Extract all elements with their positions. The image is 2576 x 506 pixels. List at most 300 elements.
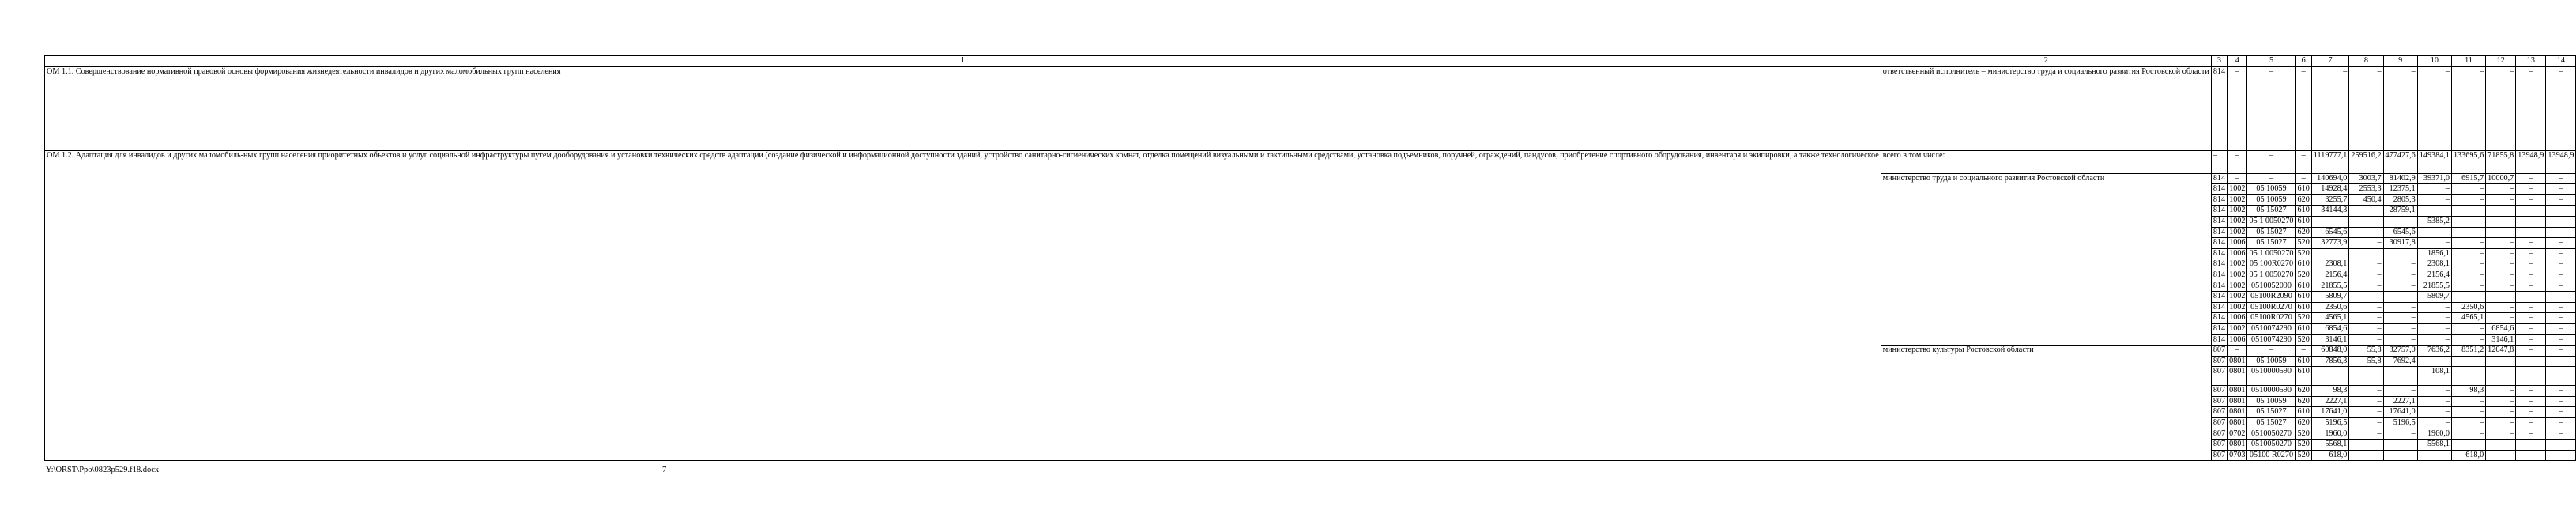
table-cell: – (2349, 66, 2383, 150)
table-cell: – (2451, 429, 2485, 440)
table-cell: 2350,6 (2311, 302, 2349, 313)
table-cell: – (2451, 407, 2485, 418)
table-cell: 21855,5 (2311, 281, 2349, 292)
table-cell: – (2247, 150, 2295, 173)
table-cell: 814 (2211, 313, 2227, 324)
table-cell: 0801 (2228, 440, 2247, 451)
table-cell: 1002 (2228, 270, 2247, 281)
table-cell: 6854,6 (2486, 323, 2516, 334)
table-cell: 6915,7 (2451, 173, 2485, 184)
table-cell: – (2349, 206, 2383, 217)
table-cell: – (2486, 418, 2516, 429)
table-cell: 814 (2211, 173, 2227, 184)
table-cell: – (2546, 450, 2576, 461)
table-cell: – (2546, 216, 2576, 227)
table-cell: 05 1 0050270 (2247, 216, 2295, 227)
table-cell: – (2516, 194, 2546, 206)
table-cell: – (2486, 259, 2516, 270)
table-cell: 17641,0 (2311, 407, 2349, 418)
table-cell: – (2349, 386, 2383, 397)
table-cell: – (2383, 386, 2417, 397)
table-cell: – (2417, 313, 2451, 324)
ministry-culture-cell: министерство культуры Ростовской области (1881, 346, 2211, 461)
table-cell: 55,8 (2349, 346, 2383, 357)
table-cell: 610 (2295, 292, 2311, 303)
table-cell: 5385,2 (2417, 216, 2451, 227)
table-cell: – (2546, 248, 2576, 259)
table-cell: – (2417, 407, 2451, 418)
table-cell: – (2295, 346, 2311, 357)
table-cell: 0510050270 (2247, 440, 2295, 451)
table-cell: – (2451, 227, 2485, 238)
table-cell: 520 (2295, 334, 2311, 346)
table-cell: 814 (2211, 292, 2227, 303)
budget-table (44, 55, 2576, 461)
table-cell: – (2486, 356, 2516, 367)
table-cell: – (2383, 450, 2417, 461)
table-cell: – (2516, 440, 2546, 451)
table-cell: – (2383, 270, 2417, 281)
table-cell: – (2349, 334, 2383, 346)
table-cell: – (2295, 173, 2311, 184)
table-cell: – (2486, 238, 2516, 249)
table-cell: 814 (2211, 334, 2227, 346)
table-cell: 98,3 (2311, 386, 2349, 397)
table-cell: – (2486, 396, 2516, 407)
table-cell: – (2486, 429, 2516, 440)
table-cell: 4565,1 (2311, 313, 2349, 324)
table-cell: 05 15027 (2247, 238, 2295, 249)
total-row (45, 150, 2576, 173)
table-cell: – (2383, 313, 2417, 324)
table-cell: – (2516, 270, 2546, 281)
table-cell: – (2486, 248, 2516, 259)
table-cell: 05100R2090 (2247, 292, 2295, 303)
table-cell: – (2546, 206, 2576, 217)
table-cell: – (2417, 194, 2451, 206)
table-cell: – (2486, 440, 2516, 451)
table-cell: – (2383, 334, 2417, 346)
table-cell: 610 (2295, 302, 2311, 313)
table-cell: – (2451, 292, 2485, 303)
table-cell: 71855,8 (2486, 150, 2516, 173)
om12-name-cell: ОМ 1.2. Адаптация для инвалидов и других маломобиль-ных групп населения приоритетных объектов и услуг социальной инфраструктуры путем дооборудования и установки технических средств адаптации (создание физической и информационной доступности зданий, устройство санитарно-гигиенических комнат, отделка помещений визуальными и тактильными средствами, установка подъемников, поручней, ограждений, пандусов, приобретение спортивного оборудования, инвентаря и экипировки, а также технологическое (45, 150, 1881, 461)
table-cell: – (2349, 292, 2383, 303)
table-cell: – (2451, 184, 2485, 195)
table-cell: – (2417, 227, 2451, 238)
table-cell: 520 (2295, 313, 2311, 324)
table-cell: – (2349, 227, 2383, 238)
table-cell: 2308,1 (2311, 259, 2349, 270)
table-cell: – (2546, 302, 2576, 313)
table-cell: – (2546, 334, 2576, 346)
table-cell: 05 10059 (2247, 396, 2295, 407)
table-cell: – (2546, 238, 2576, 249)
table-cell: – (2486, 302, 2516, 313)
table-cell: – (2383, 440, 2417, 451)
table-cell: 5568,1 (2417, 440, 2451, 451)
table-cell: 0702 (2228, 429, 2247, 440)
table-cell: 814 (2211, 248, 2227, 259)
table-cell: – (2451, 194, 2485, 206)
table-cell: – (2516, 216, 2546, 227)
table-cell: – (2295, 66, 2311, 150)
table-cell: – (2451, 323, 2485, 334)
table-cell: 814 (2211, 194, 2227, 206)
table-cell: 21855,5 (2417, 281, 2451, 292)
table-cell: 1002 (2228, 227, 2247, 238)
table-cell: 05 15027 (2247, 407, 2295, 418)
table-cell: 0801 (2228, 356, 2247, 367)
table-cell: 10000,7 (2486, 173, 2516, 184)
header-cell: 4 (2228, 56, 2247, 67)
table-cell: 05 100R0270 (2247, 259, 2295, 270)
table-cell: – (2451, 396, 2485, 407)
table-cell (2516, 367, 2546, 386)
table-cell: – (2451, 216, 2485, 227)
table-cell: 1856,1 (2417, 248, 2451, 259)
table-cell: 520 (2295, 450, 2311, 461)
table-cell (2311, 216, 2349, 227)
table-cell: 618,0 (2311, 450, 2349, 461)
table-cell: 2553,3 (2349, 184, 2383, 195)
table-cell: – (2417, 396, 2451, 407)
table-cell (2486, 367, 2516, 386)
table-cell (2311, 367, 2349, 386)
table-cell: – (2349, 302, 2383, 313)
table-cell: 6545,6 (2311, 227, 2349, 238)
table-cell: 520 (2295, 440, 2311, 451)
table-cell (2383, 367, 2417, 386)
table-cell: 17641,0 (2383, 407, 2417, 418)
header-cell: 2 (1881, 56, 2211, 67)
table-cell: – (2486, 206, 2516, 217)
table-cell: 620 (2295, 227, 2311, 238)
table-cell: – (2451, 66, 2485, 150)
table-cell: – (2451, 440, 2485, 451)
table-cell: 05100R0270 (2247, 313, 2295, 324)
header-cell: 3 (2211, 56, 2227, 67)
table-cell: – (2417, 66, 2451, 150)
table-cell: 1002 (2228, 184, 2247, 195)
table-cell: – (2349, 323, 2383, 334)
table-cell: 140694,0 (2311, 173, 2349, 184)
table-cell: 610 (2295, 259, 2311, 270)
table-cell: 2805,3 (2383, 194, 2417, 206)
table-cell: 05 10059 (2247, 184, 2295, 195)
table-cell: 2308,1 (2417, 259, 2451, 270)
table-cell: 520 (2295, 429, 2311, 440)
table-cell: 05 10059 (2247, 356, 2295, 367)
table-cell: 0510050270 (2247, 429, 2295, 440)
table-body (45, 56, 2576, 461)
table-cell: – (2451, 418, 2485, 429)
table-cell: 1960,0 (2417, 429, 2451, 440)
table-cell: 81402,9 (2383, 173, 2417, 184)
table-cell: 3255,7 (2311, 194, 2349, 206)
table-cell: – (2451, 206, 2485, 217)
table-cell: – (2383, 66, 2417, 150)
table-cell: 0801 (2228, 367, 2247, 386)
table-cell: 7636,2 (2417, 346, 2451, 357)
table-cell: – (2546, 259, 2576, 270)
table-cell: 2350,6 (2451, 302, 2485, 313)
table-cell: – (2451, 238, 2485, 249)
table-cell: – (2383, 259, 2417, 270)
table-cell: 5568,1 (2311, 440, 2349, 451)
table-cell: 0801 (2228, 386, 2247, 397)
table-cell: – (2516, 302, 2546, 313)
table-cell: 477427,6 (2383, 150, 2417, 173)
header-cell: 6 (2295, 56, 2311, 67)
table-cell: 4565,1 (2451, 313, 2485, 324)
table-cell: 0510000590 (2247, 386, 2295, 397)
table-cell: 807 (2211, 346, 2227, 357)
table-cell: 1960,0 (2311, 429, 2349, 440)
table-cell: 610 (2295, 184, 2311, 195)
table-cell: 14928,4 (2311, 184, 2349, 195)
om11-name-cell: ОМ 1.1. Совершенствование нормативной правовой основы формирования жизнедеятельности инвалидов и других маломобильных групп населения (45, 66, 1881, 150)
table-cell: 807 (2211, 407, 2227, 418)
table-cell: – (2546, 313, 2576, 324)
table-cell: – (2516, 418, 2546, 429)
table-cell: – (2228, 346, 2247, 357)
table-cell: – (2516, 450, 2546, 461)
table-cell: 0510000590 (2247, 367, 2295, 386)
table-cell: – (2516, 346, 2546, 357)
table-cell: 2227,1 (2311, 396, 2349, 407)
table-cell: 12047,8 (2486, 346, 2516, 357)
table-cell: – (2486, 313, 2516, 324)
table-cell: 6854,6 (2311, 323, 2349, 334)
table-cell: – (2417, 334, 2451, 346)
table-cell: – (2349, 313, 2383, 324)
table-cell: 05 1 0050270 (2247, 270, 2295, 281)
table-cell: – (2417, 418, 2451, 429)
table-cell: 610 (2295, 356, 2311, 367)
table-cell: – (2546, 194, 2576, 206)
table-cell: – (2451, 356, 2485, 367)
table-cell: 34144,3 (2311, 206, 2349, 217)
table-cell: – (2516, 173, 2546, 184)
table-cell: – (2349, 440, 2383, 451)
table-cell: 620 (2295, 386, 2311, 397)
table-cell: – (2516, 238, 2546, 249)
table-cell: 5809,7 (2311, 292, 2349, 303)
table-cell: – (2417, 450, 2451, 461)
table-cell: – (2546, 323, 2576, 334)
table-cell: 1002 (2228, 194, 2247, 206)
header-cell: 1 (45, 56, 1881, 67)
table-cell: – (2451, 281, 2485, 292)
table-cell: – (2247, 346, 2295, 357)
table-cell: 30917,8 (2383, 238, 2417, 249)
table-cell: – (2516, 206, 2546, 217)
table-cell: – (2546, 227, 2576, 238)
table-cell: – (2516, 184, 2546, 195)
header-cell: 11 (2451, 56, 2485, 67)
table-cell: – (2516, 396, 2546, 407)
table-cell: 814 (2211, 216, 2227, 227)
table-cell: – (2383, 323, 2417, 334)
table-cell: 98,3 (2451, 386, 2485, 397)
om11-row (45, 66, 2576, 150)
table-cell: 814 (2211, 302, 2227, 313)
header-cell: 9 (2383, 56, 2417, 67)
table-cell: 814 (2211, 281, 2227, 292)
table-cell: 2156,4 (2417, 270, 2451, 281)
table-cell: – (2546, 66, 2576, 150)
table-cell: 108,1 (2417, 367, 2451, 386)
table-cell: – (2546, 386, 2576, 397)
table-cell: 807 (2211, 429, 2227, 440)
header-cell: 12 (2486, 56, 2516, 67)
table-cell: – (2516, 386, 2546, 397)
table-cell: – (2516, 313, 2546, 324)
table-cell: – (2451, 334, 2485, 346)
table-cell: 0703 (2228, 450, 2247, 461)
table-cell: – (2546, 292, 2576, 303)
table-cell: 05 1 0050270 (2247, 248, 2295, 259)
table-cell: – (2349, 396, 2383, 407)
table-cell: 807 (2211, 418, 2227, 429)
table-cell: 520 (2295, 238, 2311, 249)
table-cell: – (2486, 292, 2516, 303)
table-cell: 13948,9 (2546, 150, 2576, 173)
table-cell (2417, 356, 2451, 367)
table-cell: 814 (2211, 184, 2227, 195)
table-cell (2451, 367, 2485, 386)
table-cell: 13948,9 (2516, 150, 2546, 173)
table-cell: 1006 (2228, 238, 2247, 249)
table-cell: – (2383, 281, 2417, 292)
header-cell: 8 (2349, 56, 2383, 67)
table-cell: – (2383, 292, 2417, 303)
table-cell: 618,0 (2451, 450, 2485, 461)
table-cell (2311, 248, 2349, 259)
table-cell: 259516,2 (2349, 150, 2383, 173)
table-cell: – (2486, 184, 2516, 195)
table-cell: – (2417, 323, 2451, 334)
table-cell: – (2516, 248, 2546, 259)
table-cell: 1006 (2228, 313, 2247, 324)
table-cell: 610 (2295, 407, 2311, 418)
table-cell: – (2349, 429, 2383, 440)
table-cell: 5196,5 (2383, 418, 2417, 429)
table-cell: – (2417, 206, 2451, 217)
table-cell: – (2211, 150, 2227, 173)
table-cell: 610 (2295, 216, 2311, 227)
table-cell: 814 (2211, 323, 2227, 334)
table-cell: 520 (2295, 270, 2311, 281)
table-cell: – (2247, 173, 2295, 184)
table-cell: 814 (2211, 66, 2227, 150)
table-cell: – (2516, 334, 2546, 346)
header-row (45, 56, 2576, 67)
table-cell: – (2349, 238, 2383, 249)
table-cell (2546, 367, 2576, 386)
table-cell: 3146,1 (2311, 334, 2349, 346)
table-cell: 60848,0 (2311, 346, 2349, 357)
table-cell: 2227,1 (2383, 396, 2417, 407)
table-cell: – (2486, 227, 2516, 238)
table-cell: 5196,5 (2311, 418, 2349, 429)
table-cell: 1002 (2228, 206, 2247, 217)
table-cell: 1119777,1 (2311, 150, 2349, 173)
header-cell: 14 (2546, 56, 2576, 67)
table-cell: – (2247, 66, 2295, 150)
table-cell: – (2228, 173, 2247, 184)
table-cell: – (2295, 150, 2311, 173)
table-cell: – (2349, 450, 2383, 461)
table-cell: 520 (2295, 248, 2311, 259)
table-cell: 807 (2211, 450, 2227, 461)
om11-executor-cell: ответственный исполнитель – министерство труда и социального развития Ростовской области (1881, 66, 2211, 150)
table-cell: – (2383, 429, 2417, 440)
table-cell: – (2546, 356, 2576, 367)
table-cell: 0510074290 (2247, 334, 2295, 346)
table-cell: 807 (2211, 367, 2227, 386)
table-cell: 814 (2211, 227, 2227, 238)
table-cell: – (2516, 281, 2546, 292)
table-cell: 3003,7 (2349, 173, 2383, 184)
table-cell: – (2417, 386, 2451, 397)
header-cell: 7 (2311, 56, 2349, 67)
table-cell: 1002 (2228, 216, 2247, 227)
table-cell: 55,8 (2349, 356, 2383, 367)
ministry-labour-cell: министерство труда и социального развития Ростовской области (1881, 173, 2211, 346)
table-cell: – (2349, 418, 2383, 429)
table-cell: 814 (2211, 270, 2227, 281)
table-cell: 807 (2211, 356, 2227, 367)
table-cell: 610 (2295, 206, 2311, 217)
table-cell: 32757,0 (2383, 346, 2417, 357)
total-label-cell: всего в том числе: (1881, 150, 2211, 173)
table-cell (2383, 216, 2417, 227)
table-cell: 814 (2211, 259, 2227, 270)
table-cell: – (2451, 270, 2485, 281)
table-cell: – (2546, 396, 2576, 407)
table-cell: 0801 (2228, 407, 2247, 418)
table-cell: – (2486, 194, 2516, 206)
table-cell: 0801 (2228, 396, 2247, 407)
header-cell: 5 (2247, 56, 2295, 67)
table-cell: 1006 (2228, 248, 2247, 259)
table-cell: – (2417, 238, 2451, 249)
table-cell: 610 (2295, 281, 2311, 292)
table-cell: – (2349, 281, 2383, 292)
table-cell: 0801 (2228, 418, 2247, 429)
table-cell: – (2311, 66, 2349, 150)
table-cell: 05 10059 (2247, 194, 2295, 206)
table-cell: – (2516, 407, 2546, 418)
table-cell: – (2516, 356, 2546, 367)
table-cell: – (2546, 281, 2576, 292)
table-cell: 807 (2211, 396, 2227, 407)
table-cell: – (2546, 418, 2576, 429)
table-cell: 3146,1 (2486, 334, 2516, 346)
table-cell: – (2451, 259, 2485, 270)
table-cell: – (2516, 292, 2546, 303)
table-cell: 12375,1 (2383, 184, 2417, 195)
table-cell: – (2546, 440, 2576, 451)
table-cell: 1002 (2228, 259, 2247, 270)
table-cell: 814 (2211, 238, 2227, 249)
table-cell: – (2486, 407, 2516, 418)
table-cell: 149384,1 (2417, 150, 2451, 173)
table-cell: 1002 (2228, 281, 2247, 292)
table-cell: – (2546, 407, 2576, 418)
